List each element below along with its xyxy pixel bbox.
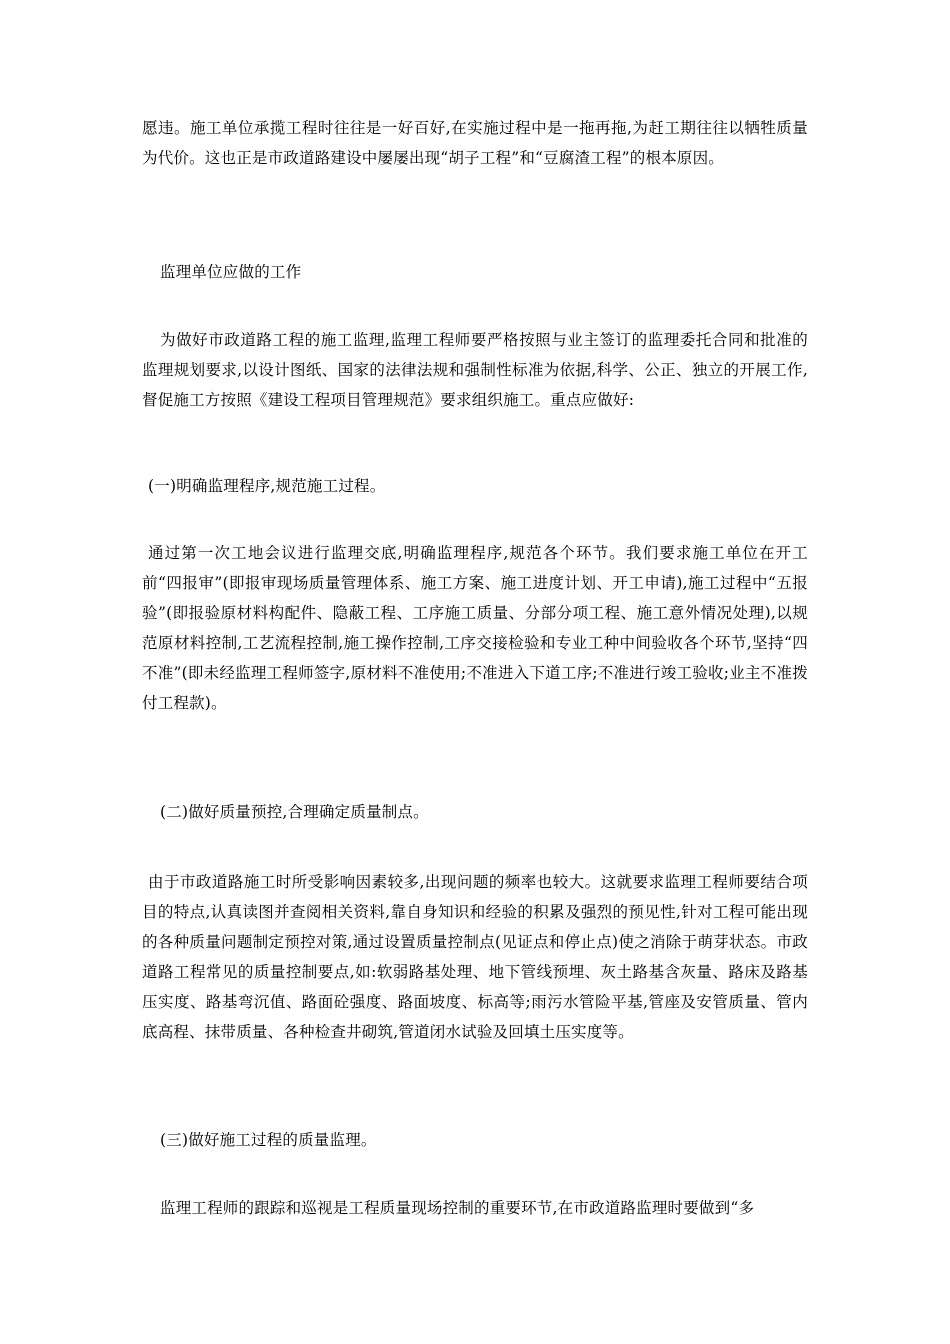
paragraph-intro-continuation: 愿违。施工单位承揽工程时往往是一好百好,在实施过程中是一拖再拖,为赶工期往往以牺牲质量为代价。这也正是市政道路建设中屡屡出现“胡子工程”和“豆腐渣工程”的根本原因。 (142, 119, 808, 167)
section-heading-supervisor-work: 监理单位应做的工作 (160, 263, 302, 281)
paragraph-supervision-overview: 为做好市政道路工程的施工监理,监理工程师要严格按照与业主签订的监理委托合同和批准的监理规划要求,以设计图纸、国家的法律法规和强制性标准为依据,科学、公正、独立的开展工作,督促施工方按照《建设工程项目管理规范》要求组织施工。重点应做好: (142, 331, 808, 409)
paragraph-quality-precontrol: 由于市政道路施工时所受影响因素较多,出现问题的频率也较大。这就要求监理工程师要结合项目的特点,认真读图并查阅相关资料,靠自身知识和经验的积累及强烈的预见性,针对工程可能出现的各种质量问题制定预控对策,通过设置质量控制点(见证点和停止点)使之消除于萌芽状态。市政道路工程常见的质量控制要点,如:软弱路基处理、地下管线预埋、灰土路基含灰量、路床及路基压实度、路基弯沉值、路面砼强度、路面坡度、标高等;雨污水管险平基,管座及安管质量、管内底高程、抹带质量、各种检查井砌筑,管道闭水试验及回填土压实度等。 (142, 873, 808, 1041)
paragraph-process-supervision: 监理工程师的跟踪和巡视是工程质量现场控制的重要环节,在市政道路监理时要做到“多 (160, 1199, 755, 1217)
subheading-one: (一)明确监理程序,规范施工过程。 (148, 477, 386, 495)
subheading-three: (三)做好施工过程的质量监理。 (160, 1131, 377, 1149)
subheading-two: (二)做好质量预控,合理确定质量制点。 (160, 803, 429, 821)
paragraph-procedure-details: 通过第一次工地会议进行监理交底,明确监理程序,规范各个环节。我们要求施工单位在开工前“四报审”(即报审现场质量管理体系、施工方案、施工进度计划、开工申请),施工过程中“五报验”(即报验原材料构配件、隐蔽工程、工序施工质量、分部分项工程、施工意外情况处理),以规范原材料控制,工艺流程控制,施工操作控制,工序交接检验和专业工种中间验收各个环节,坚持“四不准”(即未经监理工程师签字,原材料不准使用;不准进入下道工序;不准进行竣工验收;业主不准拨付工程款)。 (142, 544, 808, 712)
